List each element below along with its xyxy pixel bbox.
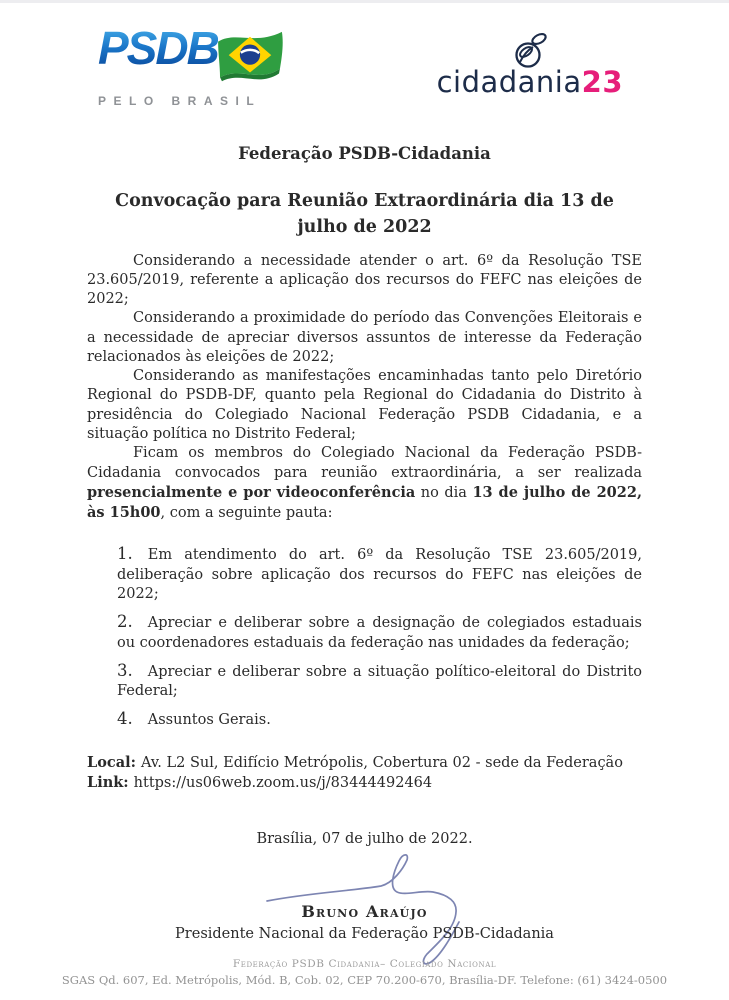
agenda-item-number: 1.: [117, 544, 133, 564]
convocacao-bold-data: 13 de julho de 2022, às 15h00: [87, 483, 642, 522]
agenda-item-number: 4.: [117, 709, 133, 729]
footer-org-line: Federação PSDB Cidadania– Colegiado Nacional: [232, 958, 497, 970]
link-value: https://us06web.zoom.us/j/83444492464: [133, 774, 433, 791]
agenda-item-number: 2.: [117, 612, 133, 632]
meeting-link: [87, 773, 642, 793]
agenda-item-1: [117, 543, 642, 604]
location-label: Local:: [87, 753, 136, 771]
convocacao-text: Ficam os membros do Colegiado Nacional da Federação PSDB-Cidadania convocados para reunião extraordinária, a ser realizada: [87, 445, 642, 481]
header: [0, 3, 729, 108]
signer-title: Presidente Nacional da Federação PSDB-Cidadania: [175, 925, 554, 942]
location-value: Av. L2 Sul, Edifício Metrópolis, Cobertura 02 - sede da Federação: [140, 754, 623, 771]
paragraph-considerando-3: Considerando as manifestações encaminhadas tanto pelo Diretório Regional do PSDB-DF, quanto pela Regional do Cidadania do Distrito à presidência do Colegiado Nacional Federação PSDB Cidadania, e a situação política no Distrito Federal;: [87, 368, 642, 443]
agenda-item-4: [117, 708, 642, 730]
footer-address-line: SGAS Qd. 607, Ed. Metrópolis, Mód. B, Cob. 02, CEP 70.200-670, Brasília-DF. Telefone: (61) 3424-0500: [61, 973, 668, 987]
meeting-location: [87, 753, 642, 773]
brazil-flag-icon: [214, 29, 286, 91]
signature-block: [87, 901, 642, 945]
psdb-logo: [98, 22, 286, 108]
agenda-item-text: Apreciar e deliberar sobre a situação político-eleitoral do Distrito Federal;: [117, 663, 642, 700]
agenda-list: [87, 543, 642, 730]
cidadania-number: 23: [581, 65, 623, 99]
convocacao-bold-modalidade: presencialmente e por videoconferência: [87, 483, 416, 501]
signer-name: Bruno Araújo: [301, 901, 428, 921]
paragraph-considerando-1: Considerando a necessidade atender o art. 6º da Resolução TSE 23.605/2019, referente a aplicação dos recursos do FEFC nas eleições de 2022;: [87, 252, 642, 308]
link-label: Link:: [87, 773, 129, 791]
agenda-item-text: Apreciar e deliberar sobre a designação de colegiados estaduais ou coordenadores estaduais da federação nas unidades da federação;: [117, 615, 642, 651]
convocacao-text: no dia: [415, 484, 473, 501]
document-title: Federação PSDB-Cidadania: [238, 144, 491, 163]
agenda-item-3: [117, 660, 642, 702]
agenda-item-2: [117, 611, 642, 653]
paragraph-convocacao: [87, 444, 642, 523]
cidadania-logo: [437, 29, 623, 97]
agenda-item-number: 3.: [117, 660, 133, 680]
paragraph-considerando-2: Considerando a proximidade do período das Convenções Eleitorais e a necessidade de apreciar diversos assuntos de interesse da Federação relacionados às eleições de 2022;: [87, 310, 642, 365]
document-subtitle: Convocação para Reunião Extraordinária dia 13 de julho de 2022: [115, 191, 614, 238]
psdb-tagline: PELO BRASIL: [98, 94, 262, 108]
meeting-details: [87, 753, 642, 794]
convocacao-text: , com a seguinte pauta:: [160, 505, 333, 522]
date-line: Brasília, 07 de julho de 2022.: [256, 831, 473, 848]
agenda-item-text: Em atendimento do art. 6º da Resolução TSE 23.605/2019, deliberação sobre aplicação dos recursos do FEFC nas eleições de 2022;: [117, 547, 642, 602]
agenda-item-text: Assuntos Gerais.: [147, 712, 271, 729]
cidadania-wordmark: cidadania: [436, 65, 582, 99]
psdb-wordmark: PSDB: [98, 22, 218, 74]
document-body: [0, 252, 729, 945]
footer: [0, 958, 729, 987]
